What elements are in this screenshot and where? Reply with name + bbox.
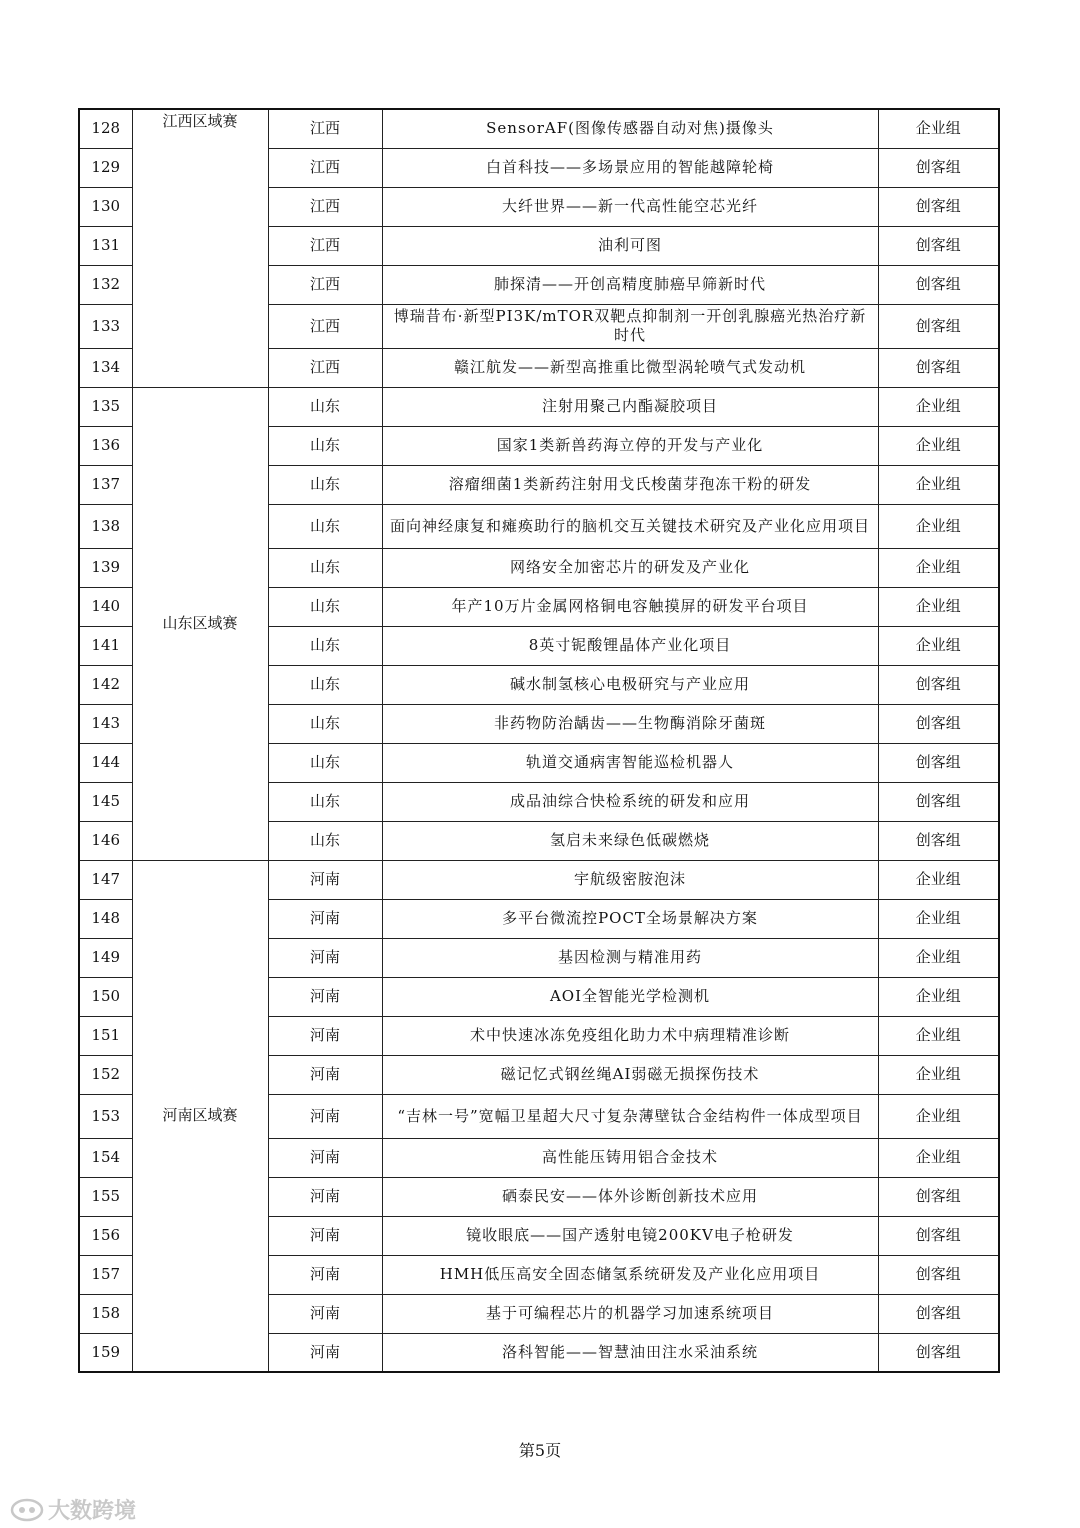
group-category-cell: 企业组 <box>878 899 999 938</box>
row-number: 138 <box>79 504 132 548</box>
row-number: 143 <box>79 704 132 743</box>
group-category-cell: 企业组 <box>878 1094 999 1138</box>
province-cell: 河南 <box>268 1294 382 1333</box>
group-category-cell: 创客组 <box>878 743 999 782</box>
group-category-cell: 企业组 <box>878 109 999 148</box>
row-number: 135 <box>79 387 132 426</box>
group-category-cell: 创客组 <box>878 265 999 304</box>
row-number: 131 <box>79 226 132 265</box>
project-name-cell: 基因检测与精准用药 <box>382 938 878 977</box>
province-cell: 江西 <box>268 187 382 226</box>
project-name-cell: 肺探清——开创高精度肺癌早筛新时代 <box>382 265 878 304</box>
project-name-cell: 硒泰民安——体外诊断创新技术应用 <box>382 1177 878 1216</box>
group-category-cell: 企业组 <box>878 587 999 626</box>
group-category-cell: 企业组 <box>878 504 999 548</box>
row-number: 139 <box>79 548 132 587</box>
project-name-cell: 大纤世界——新一代高性能空芯光纤 <box>382 187 878 226</box>
project-name-cell: 博瑞昔布·新型PI3K/mTOR双靶点抑制剂一开创乳腺癌光热治疗新时代 <box>382 304 878 348</box>
row-number: 158 <box>79 1294 132 1333</box>
group-category-cell: 企业组 <box>878 387 999 426</box>
project-name-cell: 镜收眼底——国产透射电镜200KV电子枪研发 <box>382 1216 878 1255</box>
project-name-cell: SensorAF(图像传感器自动对焦)摄像头 <box>382 109 878 148</box>
group-category-cell: 企业组 <box>878 860 999 899</box>
province-cell: 河南 <box>268 1016 382 1055</box>
row-number: 155 <box>79 1177 132 1216</box>
province-cell: 河南 <box>268 1055 382 1094</box>
province-cell: 河南 <box>268 977 382 1016</box>
group-category-cell: 企业组 <box>878 626 999 665</box>
province-cell: 江西 <box>268 304 382 348</box>
row-number: 136 <box>79 426 132 465</box>
row-number: 130 <box>79 187 132 226</box>
project-name-cell: 洛科智能——智慧油田注水采油系统 <box>382 1333 878 1372</box>
region-cell <box>132 109 268 387</box>
row-number: 149 <box>79 938 132 977</box>
province-cell: 江西 <box>268 109 382 148</box>
project-name-cell: 多平台微流控POCT全场景解决方案 <box>382 899 878 938</box>
province-cell: 河南 <box>268 938 382 977</box>
table-row <box>79 860 999 899</box>
project-name-cell: “吉林一号”宽幅卫星超大尺寸复杂薄壁钛合金结构件一体成型项目 <box>382 1094 878 1138</box>
province-cell: 江西 <box>268 265 382 304</box>
row-number: 140 <box>79 587 132 626</box>
group-category-cell: 创客组 <box>878 665 999 704</box>
row-number: 144 <box>79 743 132 782</box>
row-number: 132 <box>79 265 132 304</box>
group-category-cell: 企业组 <box>878 1016 999 1055</box>
province-cell: 河南 <box>268 1255 382 1294</box>
row-number: 129 <box>79 148 132 187</box>
province-cell: 河南 <box>268 1138 382 1177</box>
group-category-cell: 企业组 <box>878 465 999 504</box>
province-cell: 山东 <box>268 465 382 504</box>
group-category-cell: 创客组 <box>878 187 999 226</box>
project-name-cell: 注射用聚己内酯凝胶项目 <box>382 387 878 426</box>
project-name-cell: 8英寸铌酸锂晶体产业化项目 <box>382 626 878 665</box>
project-name-cell: 网络安全加密芯片的研发及产业化 <box>382 548 878 587</box>
project-list-table <box>78 108 1000 1373</box>
row-number: 159 <box>79 1333 132 1372</box>
province-cell: 山东 <box>268 548 382 587</box>
row-number: 148 <box>79 899 132 938</box>
group-category-cell: 企业组 <box>878 1055 999 1094</box>
project-name-cell: 非药物防治龋齿——生物酶消除牙菌斑 <box>382 704 878 743</box>
project-name-cell: 溶瘤细菌1类新药注射用戈氏梭菌芽孢冻干粉的研发 <box>382 465 878 504</box>
province-cell: 江西 <box>268 348 382 387</box>
row-number: 141 <box>79 626 132 665</box>
group-category-cell: 创客组 <box>878 304 999 348</box>
project-name-cell: 基于可编程芯片的机器学习加速系统项目 <box>382 1294 878 1333</box>
province-cell: 山东 <box>268 782 382 821</box>
project-name-cell: 术中快速冰冻免疫组化助力术中病理精准诊断 <box>382 1016 878 1055</box>
province-cell: 山东 <box>268 387 382 426</box>
group-category-cell: 创客组 <box>878 821 999 860</box>
watermark-text: 大数跨境 <box>48 1499 137 1524</box>
region-label: 山东区域赛 <box>162 614 238 632</box>
project-name-cell: 赣江航发——新型高推重比微型涡轮喷气式发动机 <box>382 348 878 387</box>
project-name-cell: 国家1类新兽药海立停的开发与产业化 <box>382 426 878 465</box>
project-name-cell: AOI全智能光学检测机 <box>382 977 878 1016</box>
province-cell: 河南 <box>268 1216 382 1255</box>
project-name-cell: 碱水制氢核心电极研究与产业应用 <box>382 665 878 704</box>
group-category-cell: 创客组 <box>878 782 999 821</box>
province-cell: 山东 <box>268 821 382 860</box>
project-name-cell: 氢启未来绿色低碳燃烧 <box>382 821 878 860</box>
province-cell: 江西 <box>268 148 382 187</box>
row-number: 147 <box>79 860 132 899</box>
watermark <box>10 1494 136 1525</box>
group-category-cell: 企业组 <box>878 548 999 587</box>
province-cell: 河南 <box>268 860 382 899</box>
row-number: 157 <box>79 1255 132 1294</box>
table-body <box>79 109 999 1372</box>
group-category-cell: 创客组 <box>878 148 999 187</box>
province-cell: 山东 <box>268 587 382 626</box>
province-cell: 江西 <box>268 226 382 265</box>
row-number: 134 <box>79 348 132 387</box>
project-name-cell: 高性能压铸用铝合金技术 <box>382 1138 878 1177</box>
row-number: 133 <box>79 304 132 348</box>
province-cell: 山东 <box>268 704 382 743</box>
province-cell: 河南 <box>268 1094 382 1138</box>
project-name-cell: 宇航级密胺泡沫 <box>382 860 878 899</box>
row-number: 137 <box>79 465 132 504</box>
region-label: 河南区域赛 <box>162 1106 238 1125</box>
project-name-cell: 白首科技——多场景应用的智能越障轮椅 <box>382 148 878 187</box>
group-category-cell: 企业组 <box>878 426 999 465</box>
project-name-cell: 轨道交通病害智能巡检机器人 <box>382 743 878 782</box>
group-category-cell: 创客组 <box>878 1216 999 1255</box>
group-category-cell: 创客组 <box>878 226 999 265</box>
province-cell: 山东 <box>268 426 382 465</box>
group-category-cell: 创客组 <box>878 704 999 743</box>
project-name-cell: 磁记忆式钢丝绳AI弱磁无损探伤技术 <box>382 1055 878 1094</box>
province-cell: 山东 <box>268 665 382 704</box>
table-row <box>79 109 999 148</box>
project-name-cell: 成品油综合快检系统的研发和应用 <box>382 782 878 821</box>
row-number: 146 <box>79 821 132 860</box>
row-number: 150 <box>79 977 132 1016</box>
region-label: 江西区域赛 <box>162 112 238 130</box>
region-cell <box>132 860 268 1372</box>
row-number: 152 <box>79 1055 132 1094</box>
row-number: 156 <box>79 1216 132 1255</box>
province-cell: 山东 <box>268 743 382 782</box>
group-category-cell: 企业组 <box>878 977 999 1016</box>
row-number: 154 <box>79 1138 132 1177</box>
group-category-cell: 企业组 <box>878 938 999 977</box>
province-cell: 河南 <box>268 1333 382 1372</box>
group-category-cell: 创客组 <box>878 1177 999 1216</box>
table-row <box>79 387 999 426</box>
row-number: 142 <box>79 665 132 704</box>
brand-logo-icon <box>10 1497 44 1523</box>
province-cell: 山东 <box>268 626 382 665</box>
project-name-cell: HMH低压高安全固态储氢系统研发及产业化应用项目 <box>382 1255 878 1294</box>
group-category-cell: 创客组 <box>878 1255 999 1294</box>
province-cell: 山东 <box>268 504 382 548</box>
province-cell: 河南 <box>268 899 382 938</box>
group-category-cell: 企业组 <box>878 1138 999 1177</box>
row-number: 151 <box>79 1016 132 1055</box>
row-number: 128 <box>79 109 132 148</box>
group-category-cell: 创客组 <box>878 348 999 387</box>
project-name-cell: 面向神经康复和瘫痪助行的脑机交互关键技术研究及产业化应用项目 <box>382 504 878 548</box>
page-number: 第5页 <box>518 1441 562 1460</box>
region-cell <box>132 387 268 860</box>
group-category-cell: 创客组 <box>878 1294 999 1333</box>
project-name-cell: 油利可图 <box>382 226 878 265</box>
row-number: 145 <box>79 782 132 821</box>
project-name-cell: 年产10万片金属网格铜电容触摸屏的研发平台项目 <box>382 587 878 626</box>
row-number: 153 <box>79 1094 132 1138</box>
province-cell: 河南 <box>268 1177 382 1216</box>
group-category-cell: 创客组 <box>878 1333 999 1372</box>
